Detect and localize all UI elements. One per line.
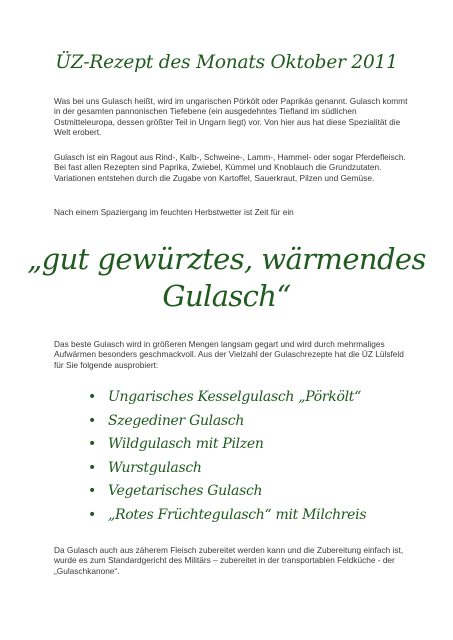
recipe-label: Vegetarisches Gulasch xyxy=(108,483,263,499)
military-paragraph: Da Gulasch auch aus zäherem Fleisch zubereitet werden kann und die Zubereitung einfach ist, wurde es zum Standardgericht des Militärs – zubereitet in der transportablen Feldküche - der „Gulaschkanone“. xyxy=(54,545,404,576)
headline-line-1: „gut gewürztes, wärmendes xyxy=(27,242,426,276)
recipe-label: „Rotes Früchtegulasch“ mit Milchreis xyxy=(108,506,367,523)
bullet-icon: • xyxy=(88,483,96,499)
recipe-item xyxy=(88,410,418,434)
page-title: ÜZ-Rezept des Monats Oktober 2011 xyxy=(55,52,398,73)
headline-line-2: Gulasch“ xyxy=(162,279,291,313)
bullet-icon: • xyxy=(88,412,96,429)
recipe-item xyxy=(88,386,418,410)
bullet-icon: • xyxy=(88,506,96,523)
walk-paragraph: Nach einem Spaziergang im feuchten Herbstwetter ist Zeit für ein xyxy=(54,207,294,217)
best-paragraph: Das beste Gulasch wird in größeren Mengen langsam gegart und wird durch mehrmaliges Aufwärmen besonders geschmackvoll. Aus der Vielzahl der Gulaschrezepte hat die ÜZ Lülsfeld für Sie folgende ausprobiert: xyxy=(54,339,404,370)
recipe-item xyxy=(88,480,418,504)
bullet-icon: • xyxy=(88,389,96,405)
bullet-icon: • xyxy=(88,459,96,476)
bullet-icon: • xyxy=(88,436,96,452)
recipe-item xyxy=(88,504,418,528)
recipe-label: Ungarisches Kesselgulasch „Pörkölt“ xyxy=(108,389,361,405)
ragout-paragraph: Gulasch ist ein Ragout aus Rind-, Kalb-, Schweine-, Lamm-, Hammel- oder sogar Pferdefleisch. Bei fast allen Rezepten sind Paprika, Zwiebel, Kümmel und Knoblauch die Grundzutaten. Variationen entstehen durch die Zugabe von Kartoffel, Sauerkraut, Pilzen und Gemüse. xyxy=(54,152,406,183)
recipe-list xyxy=(88,386,418,527)
recipe-item xyxy=(88,457,418,481)
recipe-label: Wildgulasch mit Pilzen xyxy=(108,436,264,452)
recipe-label: Wurstgulasch xyxy=(108,459,202,476)
recipe-item xyxy=(88,433,418,457)
intro-paragraph: Was bei uns Gulasch heißt, wird im ungarischen Pörkölt oder Paprikás genannt. Gulasch kommt in der gesamten pannonischen Tiefebene (ein ausgedehntes Tiefland im südlichen Ostmitteleuropa, dessen größter Teil in Ungarn liegt) vor. Von hier aus hat diese Spezialität die Welt erobert. xyxy=(54,96,408,138)
recipe-label: Szegediner Gulasch xyxy=(108,412,245,429)
